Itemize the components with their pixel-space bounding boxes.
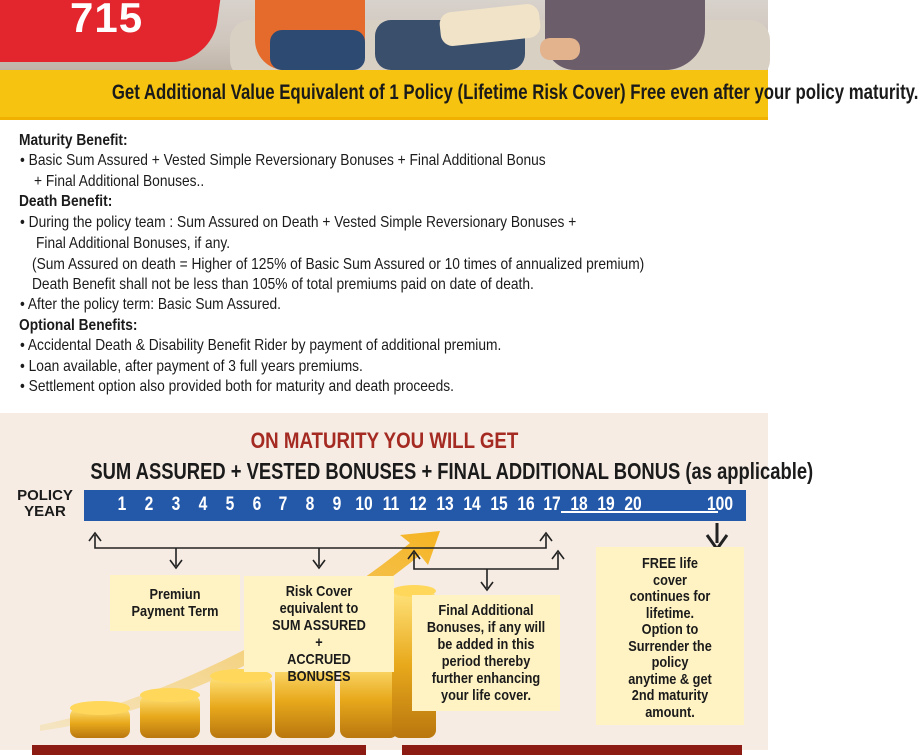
box-line: continues for bbox=[629, 588, 711, 605]
maturity-benefit-heading: Maturity Benefit: bbox=[19, 132, 128, 149]
box-line: Premiun bbox=[149, 586, 201, 603]
box-line: be added in this bbox=[437, 636, 535, 653]
box-line: amount. bbox=[645, 703, 695, 721]
footer-bar bbox=[32, 745, 366, 755]
final-bonus-bracket bbox=[414, 553, 558, 569]
maturity-section bbox=[0, 413, 814, 750]
box-line: further enhancing bbox=[431, 670, 541, 687]
hero-image bbox=[0, 0, 768, 70]
overall-bracket bbox=[95, 535, 546, 548]
footer-bar bbox=[402, 745, 742, 755]
maturity-benefit-line: • Basic Sum Assured + Vested Simple Reversionary Bonuses + Final Additional Bonus bbox=[20, 152, 546, 169]
death-benefit-heading: Death Benefit: bbox=[19, 193, 113, 210]
policy-year: 9 bbox=[332, 494, 342, 515]
box-line: Surrender the bbox=[628, 637, 712, 655]
box-line: FREE life bbox=[642, 555, 698, 572]
optional-benefits-heading: Optional Benefits: bbox=[19, 317, 138, 334]
banner-text: Get Additional Value Equivalent of 1 Policy (Lifetime Risk Cover) Free even after your policy maturity. bbox=[111, 81, 918, 104]
death-benefit-line: Final Additional Bonuses, if any. bbox=[36, 235, 231, 252]
policy-year: 17 bbox=[543, 494, 562, 515]
death-benefit-line: Death Benefit shall not be less than 105% of total premiums paid on date of death. bbox=[32, 276, 534, 293]
box-line: anytime & get bbox=[628, 670, 712, 688]
policy-year: 7 bbox=[279, 494, 288, 515]
policy-year: 6 bbox=[252, 494, 261, 515]
risk-cover-box bbox=[244, 576, 394, 685]
person-shape bbox=[270, 30, 365, 70]
box-line: equivalent to bbox=[279, 600, 359, 617]
policy-year: 1 bbox=[117, 494, 127, 515]
premium-term-box bbox=[110, 575, 240, 631]
optional-benefit-line: • Settlement option also provided both for maturity and death proceeds. bbox=[20, 378, 454, 395]
box-line: ACCRUED BONUSES bbox=[287, 651, 351, 685]
maturity-title-text: ON MATURITY YOU WILL GET bbox=[250, 428, 518, 453]
box-line: lifetime. bbox=[645, 604, 695, 622]
plan-number: 715 bbox=[70, 0, 144, 41]
box-line: Option to bbox=[641, 621, 699, 638]
free-life-cover-box bbox=[596, 547, 744, 725]
box-line: Payment Term bbox=[131, 603, 219, 620]
hand-shape bbox=[540, 38, 580, 60]
policy-year: 19 bbox=[597, 494, 615, 515]
year-label: YEAR bbox=[24, 503, 66, 520]
policy-year: 5 bbox=[225, 494, 234, 515]
policy-year: 20 bbox=[624, 494, 642, 515]
policy-year: 13 bbox=[436, 494, 454, 515]
policy-year: 14 bbox=[463, 494, 481, 515]
box-line: policy bbox=[651, 654, 689, 671]
policy-year: 8 bbox=[305, 494, 315, 515]
box-line: Final Additional bbox=[438, 602, 534, 619]
box-line: period thereby bbox=[441, 653, 531, 670]
policy-year: 15 bbox=[489, 494, 508, 515]
policy-label: POLICY bbox=[17, 487, 73, 504]
death-benefit-line: • During the policy team : Sum Assured on Death + Vested Simple Reversionary Bonuses + bbox=[20, 214, 577, 231]
highlight-banner bbox=[0, 70, 918, 120]
policy-year: 10 bbox=[355, 494, 373, 515]
policy-year-final: 100 bbox=[706, 494, 733, 515]
policy-year: 18 bbox=[570, 494, 588, 515]
box-line: your life cover. bbox=[440, 687, 531, 704]
maturity-benefit-line: + Final Additional Bonuses.. bbox=[34, 173, 205, 190]
box-line: + bbox=[315, 634, 323, 651]
box-line: Risk Cover bbox=[285, 583, 353, 600]
box-line: cover bbox=[652, 571, 688, 589]
policy-year: 4 bbox=[198, 494, 208, 515]
policy-year: 16 bbox=[516, 494, 535, 515]
death-benefit-line: (Sum Assured on death = Higher of 125% of Basic Sum Assured or 10 times of annualized premium) bbox=[32, 256, 645, 273]
policy-year: 12 bbox=[409, 494, 427, 515]
death-benefit-line: • After the policy term: Basic Sum Assured. bbox=[20, 296, 282, 313]
box-line: Bonuses, if any will bbox=[426, 619, 546, 636]
policy-year: 3 bbox=[171, 494, 181, 515]
box-line: 2nd maturity bbox=[631, 687, 709, 704]
benefits-section bbox=[0, 123, 768, 413]
box-line: SUM ASSURED bbox=[272, 617, 366, 634]
optional-benefit-line: • Accidental Death & Disability Benefit Rider by payment of additional premium. bbox=[20, 337, 502, 354]
optional-benefit-line: • Loan available, after payment of 3 full years premiums. bbox=[20, 358, 363, 375]
final-bonus-box bbox=[412, 595, 560, 711]
policy-year: 2 bbox=[144, 494, 154, 515]
maturity-formula-text: SUM ASSURED + VESTED BONUSES + FINAL ADDITIONAL BONUS (as applicable) bbox=[90, 458, 814, 484]
policy-year: 11 bbox=[382, 494, 400, 515]
